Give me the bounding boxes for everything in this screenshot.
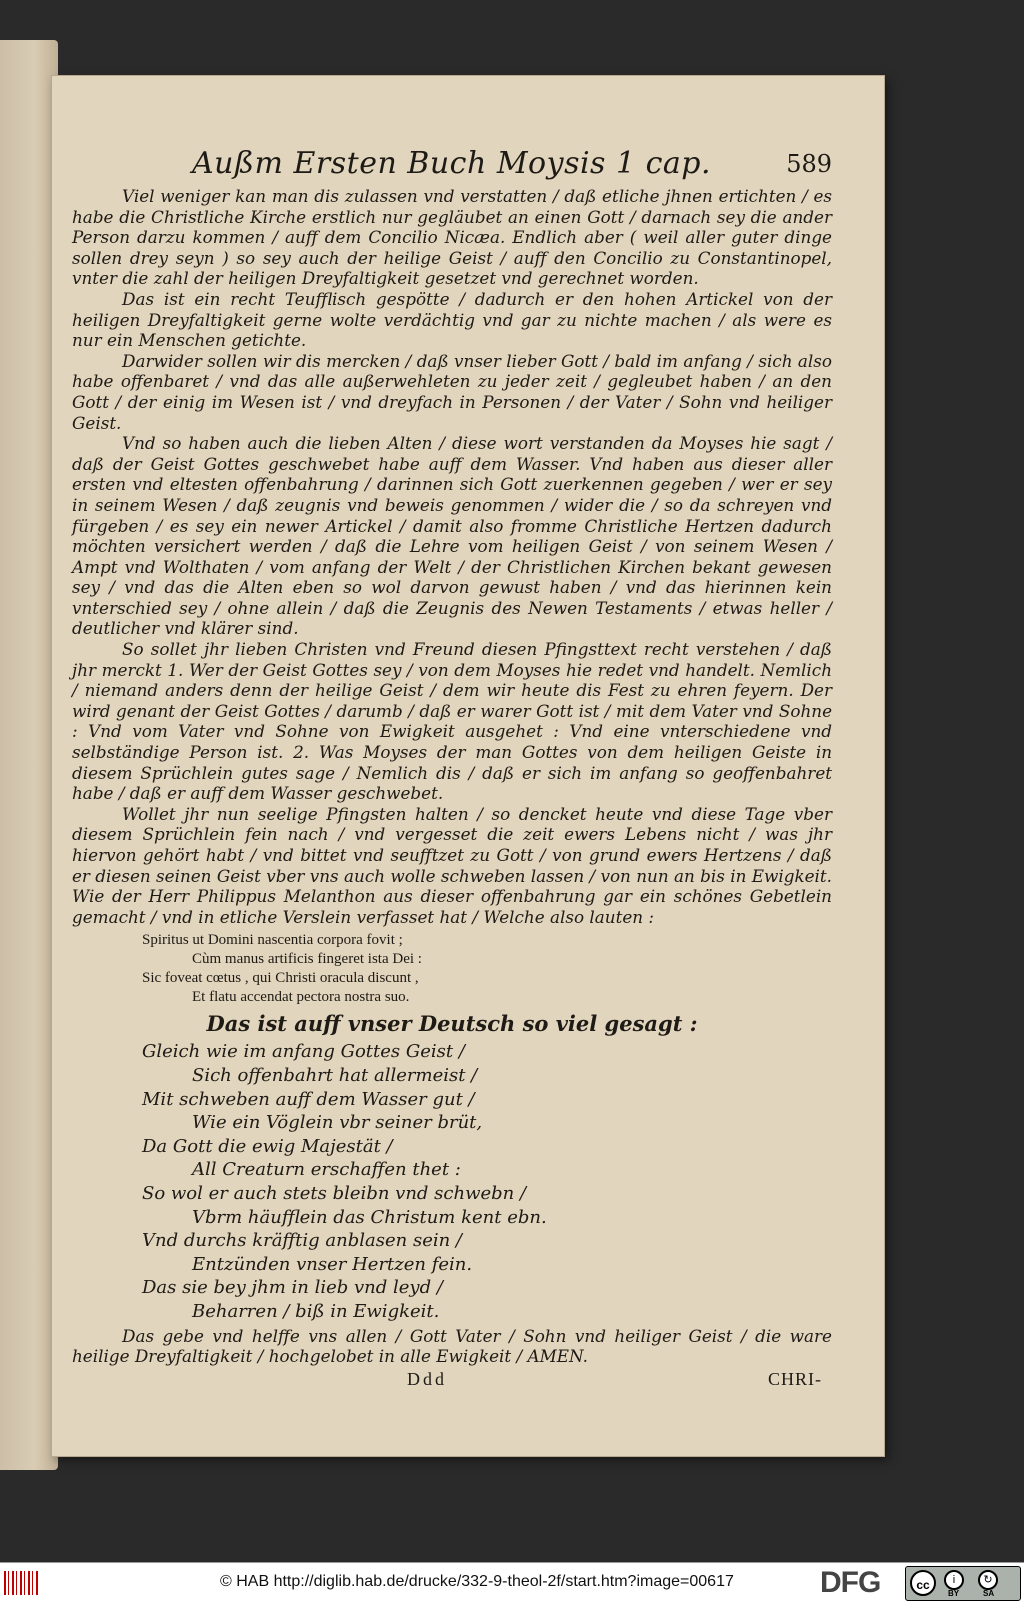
german-verse-line: All Creaturn erschaffen thet :: [192, 1159, 461, 1181]
latin-verses: [142, 931, 832, 1007]
cc-icon: cc: [910, 1570, 936, 1596]
german-verse-line: Vbrm häufflein das Christum kent ebn.: [192, 1206, 547, 1228]
paragraph-1: Viel weniger kan man dis zulassen vnd verstatten / daß etliche jhnen ertichten / es habe die Christliche Kirche erstlich nur gegläubet an einen Gott / darnach sey die ander Person darzu kommen / auff dem Concilio Nicæa. Endlich aber ( weil aller guter dinge sollen drey seyn ) so sey auch der heilige Geist / auff den Concilio zu Constantinopel, vnter die zahl der heiligen Dreyfaltigkeit gesetzet vnd gerechnet worden.: [72, 186, 832, 289]
german-verse-line: Da Gott die ewig Majestät /: [142, 1135, 393, 1157]
german-verse-line: Sich offenbahrt hat allermeist /: [192, 1064, 478, 1086]
german-verse-line: So wol er auch stets bleibn vnd schwebn /: [142, 1182, 527, 1204]
german-verse-line: Mit schweben auff dem Wasser gut /: [142, 1088, 475, 1110]
latin-verse-line: Et flatu accendat pectora nostra suo.: [192, 989, 410, 1006]
running-title: Außm Ersten Buch Moysis 1 cap.: [192, 146, 712, 181]
paragraph-3: Darwider sollen wir dis mercken / daß vnser lieber Gott / bald im anfang / sich also habe offenbaret / vnd das alle außerwehleten zu jeder zeit / gegleubet haben / an den Gott / der einig im Wesen ist / vnd dreyfach in Personen / der Vater / Sohn vnd heiliger Geist.: [72, 350, 832, 433]
german-verse-line: Entzünden vnser Hertzen fein.: [192, 1253, 473, 1275]
adjacent-page-edge: [0, 40, 58, 1470]
by-label: BY: [948, 1589, 960, 1598]
barcode-icon: [4, 1571, 40, 1595]
latin-verse-line: Sic foveat cœtus , qui Christi oracula discunt ,: [142, 970, 419, 987]
latin-verse-line: Cùm manus artificis fingeret ista Dei :: [192, 951, 422, 968]
page-header: [72, 146, 832, 186]
german-verse-heading: Das ist auff vnser Deutsch so viel gesagt :: [206, 1011, 698, 1037]
paragraph-6: Wollet jhr nun seelige Pfingsten halten / so dencket heute vnd diese Tage vber diesem Sprüchlein fein nach / vnd vergesset die zeit ewers Lebens nicht / was jhr hiervon gehört habt / vnd bittet vnd seufftzet zu Gott / von grund ewers Hertzens / daß er diesen seinen Geist vber vns auch wolle schweben lassen / von nun an bis in Ewigkeit. Wie der Herr Philippus Melanthon aus dieser offenbahrung gar ein schönes Gebetlein gemacht / vnd in etliche Verslein verfasset hat / Welche also lauten :: [72, 803, 832, 927]
latin-verse-line: Spiritus ut Domini nascentia corpora fovit ;: [142, 932, 403, 949]
page-footer: [72, 1369, 832, 1393]
paragraph-4: Vnd so haben auch die lieben Alten / diese wort verstanden da Moyses hie sagt / daß der Geist Gottes geschwebet habe auff dem Wasser. Vnd haben aus dieser aller ersten vnd eltesten offenbahrung / darinnen sich Gott zuerkennen gegeben / wer er sey in seinem Wesen / daß zeugnis vnd beweis genommen / wider die / so da schreyen vnd fürgeben / es sey ein newer Artickel / damit also fromme Christliche Hertzen dadurch möchten versichert werden / daß die Lehre vom heiligen Geist / von seinem Wesen / Ampt vnd Wolthaten / vom anfang der Welt / der Christlichen Kirchen bekant gewesen sey / vnd das die Alten eben so wol darvon gewust haben / vnd das hierinnen kein vnterschied sey / ohne allein / daß die Zeugnis des Newen Testaments / etwas heller / deutlicher vnd klärer sind.: [72, 433, 832, 639]
dfg-logo: DFG: [820, 1566, 881, 1599]
german-verse-line: Wie ein Vöglein vbr seiner brüt,: [192, 1112, 483, 1134]
credit-link[interactable]: © HAB http://diglib.hab.de/drucke/332-9-theol-2f/start.htm?image=00617: [220, 1573, 734, 1590]
german-verse-line: Beharren / biß in Ewigkeit.: [192, 1300, 440, 1322]
cc-license-badge[interactable]: [905, 1566, 1021, 1601]
by-icon: i: [944, 1570, 964, 1590]
paragraph-5: So sollet jhr lieben Christen vnd Freund diesen Pfingsttext recht verstehen / daß jhr merckt 1. Wer der Geist Gottes sey / von dem Moyses hie redet vnd handelt. Nemlich / niemand anders denn der heilige Geist / dem wir heute dis Fest zu ehren feyern. Der wird genant der Geist Gottes / darumb / daß er warer Gott ist / mit dem Vater vnd Sohne : Vnd vom Vater vnd Sohne von Ewigkeit ausgehet : Vnd eine vnterschiedene vnd selbständige Person ist. 2. Was Moyses der man Gottes von dem heiligen Geiste in diesem Sprüchlein gutes sage / Nemlich dis / daß er sich im anfang so geoffenbahret habe / daß er auff dem Wasser geschwebet.: [72, 639, 832, 804]
german-verse-line: Vnd durchs kräfftig anblasen sein /: [142, 1230, 462, 1252]
sa-label: SA: [983, 1589, 995, 1598]
viewer-footer-bar: [0, 1562, 1024, 1602]
page-number: 589: [786, 150, 832, 178]
sa-icon: ↻: [978, 1570, 998, 1590]
paragraph-2: Das ist ein recht Teufflisch gespötte / dadurch er den hohen Artickel von der heiligen Dreyfaltigkeit gerne wolte verdächtig vnd gar zu nichte machen / als were es nur ein Menschen getichte.: [72, 288, 832, 351]
closing-prayer: Das gebe vnd helffe vns allen / Gott Vater / Sohn vnd heiliger Geist / die ware heilige Dreyfaltigkeit / hochgelobet in alle Ewigkeit / AMEN.: [72, 1325, 832, 1367]
german-verses: [142, 1040, 832, 1323]
german-verse-line: Gleich wie im anfang Gottes Geist /: [142, 1041, 465, 1063]
catchword: CHRI-: [768, 1368, 822, 1389]
german-verse-line: Das sie bey jhm in lieb vnd leyd /: [142, 1277, 443, 1299]
page-content: [72, 146, 832, 1393]
book-page: [52, 76, 884, 1456]
signature-mark: Ddd: [407, 1368, 447, 1389]
